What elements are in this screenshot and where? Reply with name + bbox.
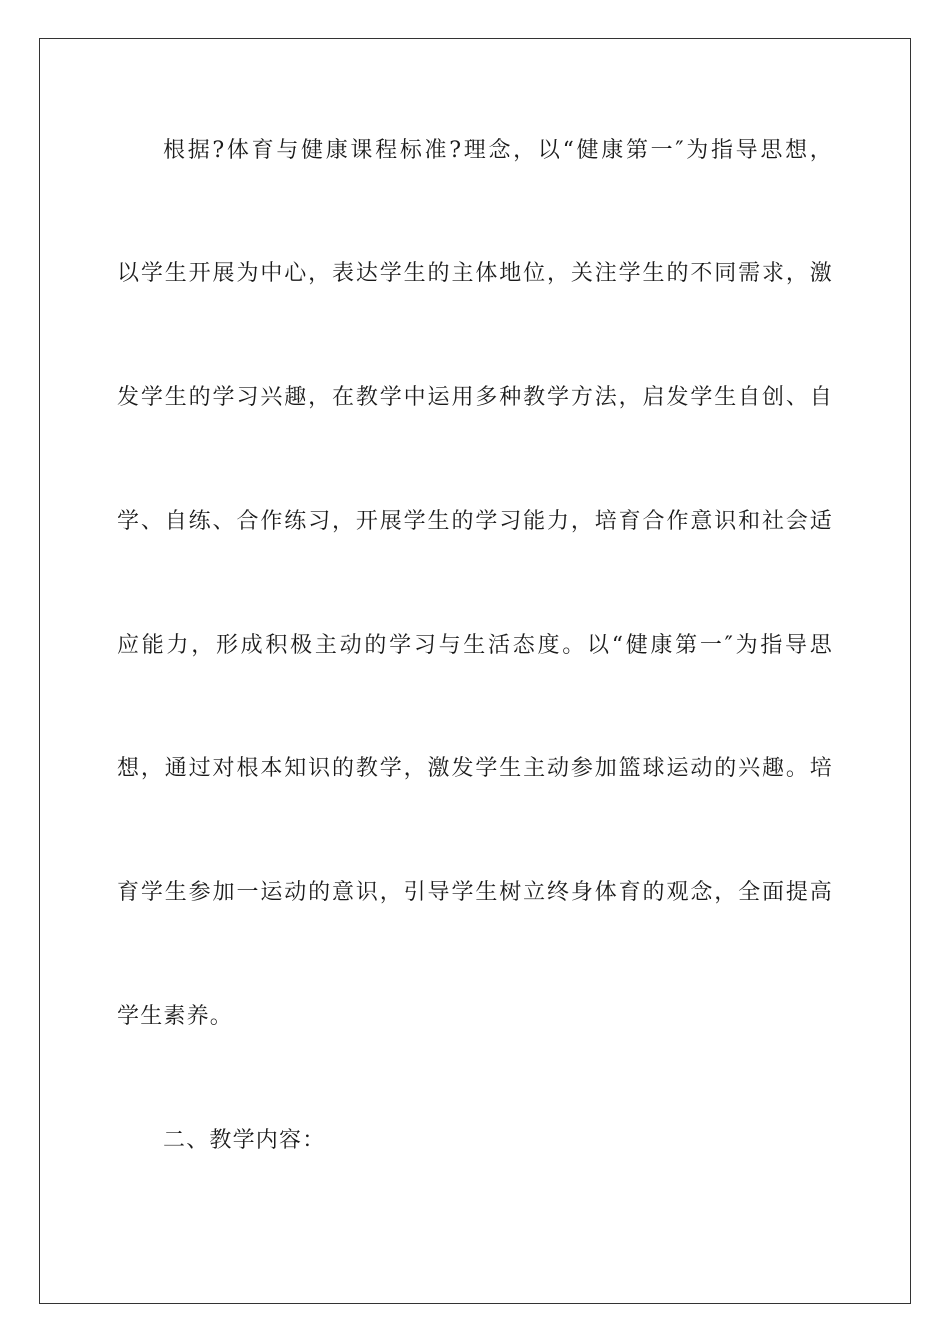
section-heading: 二、教学内容： [163,1128,326,1153]
page-border [39,38,911,1304]
paragraph-line: 学生素养。 [117,1004,234,1029]
paragraph-line: 根据?体育与健康课程标准?理念，以“健康第一″为指导思想， [163,138,833,163]
paragraph-line: 学、自练、合作练习，开展学生的学习能力，培育合作意识和社会适 [117,509,833,534]
paragraph-line: 应能力，形成积极主动的学习与生活态度。以“健康第一″为指导思 [117,633,833,658]
paragraph-line: 想，通过对根本知识的教学，激发学生主动参加篮球运动的兴趣。培 [117,756,833,781]
paragraph-line: 以学生开展为中心，表达学生的主体地位，关注学生的不同需求，激 [117,261,833,286]
paragraph-line: 发学生的学习兴趣，在教学中运用多种教学方法，启发学生自创、自 [117,385,833,410]
paragraph-line: 育学生参加一运动的意识，引导学生树立终身体育的观念，全面提高 [117,880,833,905]
